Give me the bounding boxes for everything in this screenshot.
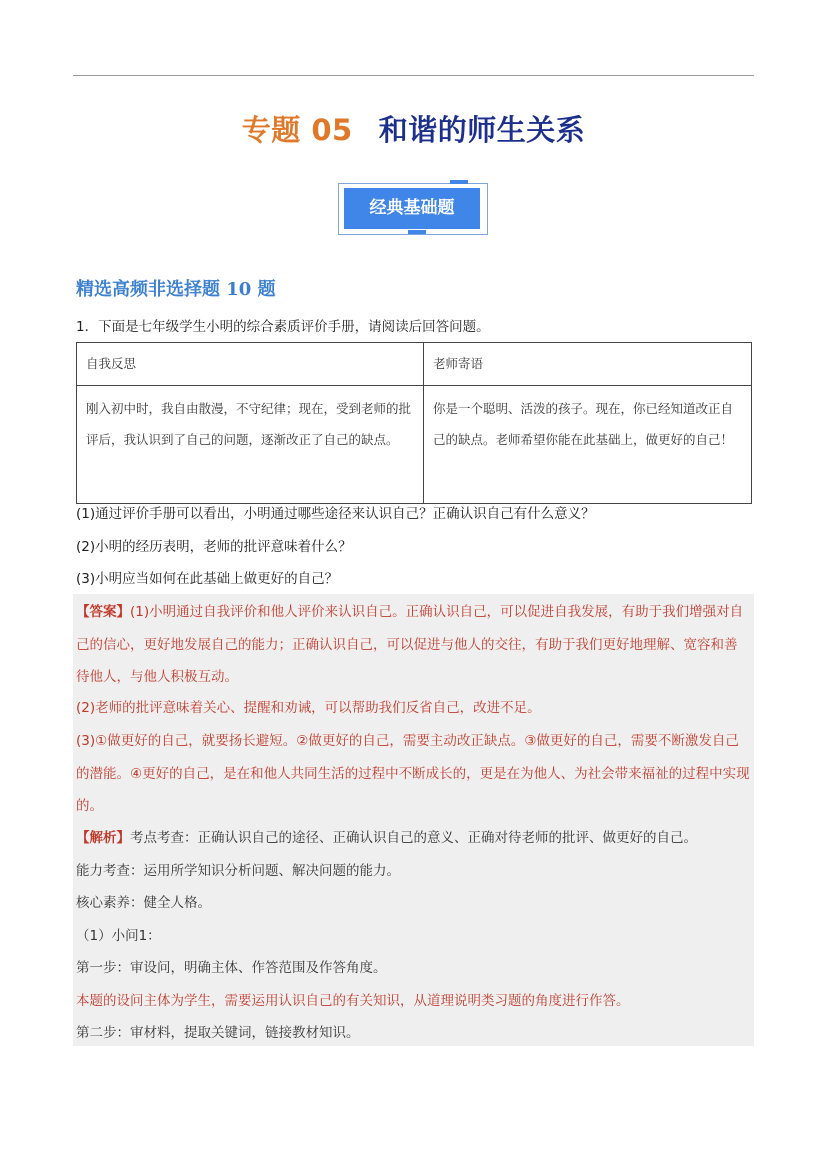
evaluation-table — [76, 342, 752, 504]
question-stem: 1．下面是七年级学生小明的综合素质评价手册，请阅读后回答问题。 — [76, 319, 490, 335]
sub-question-1: (1)通过评价手册可以看出，小明通过哪些途径来认识自己？正确认识自己有什么意义？ — [76, 506, 595, 522]
analysis-points — [76, 822, 750, 855]
answer-part-2: (2)老师的批评意味着关心、提醒和劝诫，可以帮助我们反省自己，改进不足。 — [76, 700, 541, 716]
answer-label: 【答案】 — [76, 604, 130, 620]
badge-decoration — [450, 180, 468, 184]
badge-decoration — [408, 230, 426, 234]
badge-label: 经典基础题 — [344, 188, 480, 229]
sub-question-3: (3)小明应当如何在此基础上做更好的自己？ — [76, 571, 339, 587]
answer-part-3: (3)①做更好的自己，就要扬长避短。②做更好的自己，需要主动改正缺点。③做更好的自己，需要不断激发自己的潜能。④更好的自己，是在和他人共同生活的过程中不断成长的，更是在为他人、为社会带来福祉的过程中实现的。 — [76, 733, 750, 814]
title-main: 和谐的师生关系 — [378, 113, 586, 147]
page-title — [0, 108, 827, 149]
analysis-ability: 能力考查：运用所学知识分析问题、解决问题的能力。 — [76, 863, 400, 879]
section-heading: 精选高频非选择题 10 题 — [76, 279, 276, 300]
answer-part-1 — [76, 596, 750, 694]
table-row — [77, 386, 752, 504]
answer-text: (1)小明通过自我评价和他人评价来认识自己。正确认识自己，可以促进自我发展，有助于我们增强对自己的信心，更好地发展自己的能力；正确认识自己，可以促进与他人的交往，有助于我们更好地理解、宽容和善待他人，与他人积极互动。 — [76, 604, 744, 685]
table-header-cell: 自我反思 — [77, 343, 424, 386]
section-badge — [338, 183, 488, 235]
table-cell: 刚入初中时，我自由散漫，不守纪律；现在，受到老师的批评后，我认识到了自己的问题，逐渐改正了自己的缺点。 — [77, 386, 424, 504]
analysis-step-1-detail: 本题的设问主体为学生，需要运用认识自己的有关知识，从道理说明类习题的角度进行作答。 — [76, 993, 630, 1009]
analysis-step-2: 第二步：审材料，提取关键词，链接教材知识。 — [76, 1025, 360, 1041]
analysis-literacy: 核心素养：健全人格。 — [76, 895, 211, 911]
analysis-sub-question: （1）小问1： — [76, 928, 161, 944]
analysis-step-1: 第一步：审设问，明确主体、作答范围及作答角度。 — [76, 960, 387, 976]
table-header-cell: 老师寄语 — [424, 343, 752, 386]
analysis-label: 【解析】 — [76, 830, 130, 846]
analysis-text: 考点考查：正确认识自己的途径、正确认识自己的意义、正确对待老师的批评、做更好的自己。 — [130, 830, 697, 846]
title-prefix: 专题 05 — [241, 113, 353, 147]
sub-question-2: (2)小明的经历表明，老师的批评意味着什么？ — [76, 539, 352, 555]
table-header-row — [77, 343, 752, 386]
table-cell: 你是一个聪明、活泼的孩子。现在，你已经知道改正自己的缺点。老师希望你能在此基础上，做更好的自己！ — [424, 386, 752, 504]
header-rule — [73, 75, 754, 76]
